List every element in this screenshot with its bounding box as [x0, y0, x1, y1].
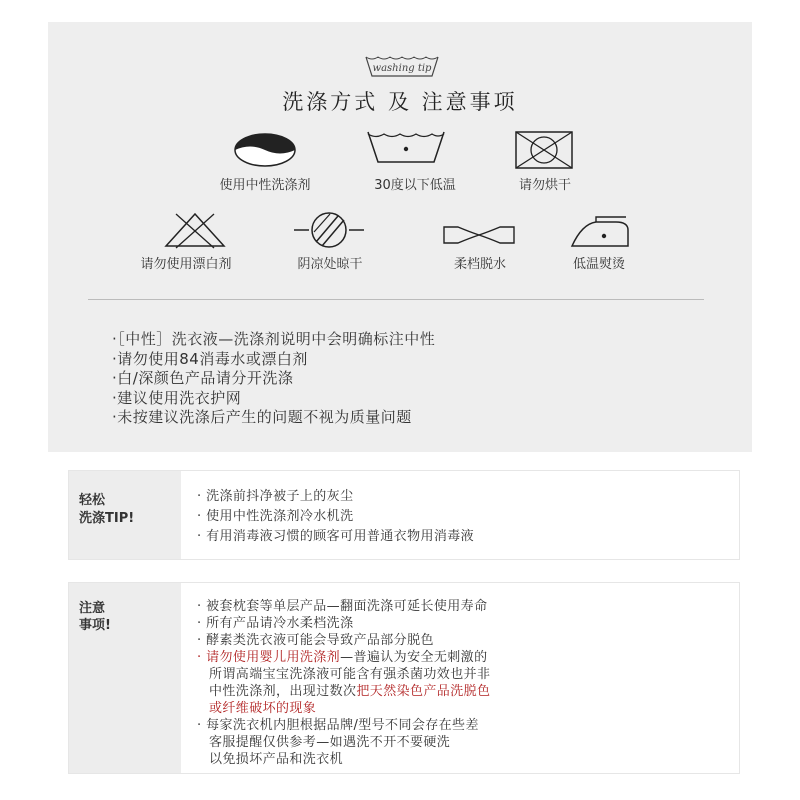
note-item: ·［中性］洗衣液—洗涤剂说明中会明确标注中性 [112, 330, 436, 348]
caution-box [68, 582, 740, 774]
tip-item: · 使用中性洗涤剂冷水机洗 [197, 509, 354, 524]
caution-item: · 酵素类洗衣液可能会导致产品部分脱色 [197, 633, 434, 648]
tip-box-label [69, 471, 181, 559]
neutral-detergent-icon [232, 130, 298, 174]
gentle-spin-label: 柔档脱水 [453, 257, 506, 272]
note-item: ·白/深颜色产品请分开洗涤 [112, 369, 294, 388]
low-iron-icon [568, 214, 632, 254]
caution-item-continued: 所谓高端宝宝洗涤液可能含有强杀菌功效也并非 [209, 667, 491, 682]
washing-tip-logo [356, 55, 448, 85]
shade-dry-icon [292, 208, 366, 256]
caution-item-continued: 客服提醒仅供参考—如遇洗不开不要硬洗 [209, 735, 451, 750]
caution-item-text: 中性洗涤剂，出现过数次 [209, 684, 357, 699]
shade-dry-label: 阴凉处晾干 [297, 257, 363, 272]
caution-item-highlight: 把天然染色产品洗脱色 [356, 684, 491, 699]
tip-items-list [197, 485, 727, 545]
neutral-detergent-label: 使用中性洗涤剂 [219, 178, 311, 193]
caution-box-label [69, 583, 181, 773]
caution-item: · 每家洗衣机内胆根据品牌/型号不同会存在些差 [197, 718, 479, 733]
no-tumble-dry-label: 请勿烘干 [518, 178, 571, 193]
caution-item: · 被套枕套等单层产品—翻面洗涤可延长使用寿命 [197, 599, 488, 614]
caution-label-line2: 事项! [79, 618, 111, 633]
caution-item: · 所有产品请冷水柔档洗涤 [197, 616, 354, 631]
divider [88, 299, 704, 300]
caution-item-text: —普遍认为安全无刺激的 [340, 650, 488, 665]
caution-items-list [197, 595, 727, 765]
wash-30-degrees-label: 30度以下低温 [374, 178, 456, 193]
no-bleach-icon [162, 210, 228, 254]
tip-label-line1: 轻松 [79, 493, 106, 508]
note-item: ·请勿使用84消毒水或漂白剂 [112, 349, 308, 368]
caution-item-highlight: · 请勿使用婴儿用洗涤剂 [197, 650, 341, 665]
tip-label-line2: 洗涤TIP! [79, 511, 135, 526]
no-bleach-label: 请勿使用漂白剂 [140, 257, 232, 272]
page-title: 洗涤方式 及 注意事项 [282, 90, 518, 114]
tip-item: · 有用消毒液习惯的顾客可用普通衣物用消毒液 [197, 529, 475, 544]
washing-tip-box [68, 470, 740, 560]
low-iron-label: 低温熨烫 [572, 257, 625, 272]
caution-item-highlight: 或纤维破坏的现象 [209, 701, 317, 716]
care-notes-list [112, 330, 732, 428]
note-item: ·未按建议洗涤后产生的问题不视为质量问题 [112, 408, 412, 427]
logo-text: washing tip [372, 63, 432, 74]
caution-item-continued [197, 680, 727, 697]
no-tumble-dry-icon [514, 130, 574, 174]
caution-item-continued: 以免损坏产品和洗衣机 [209, 752, 344, 767]
caution-item [197, 646, 727, 663]
note-item: ·建议使用洗衣护网 [112, 388, 242, 407]
wash-30-degrees-icon [366, 128, 446, 170]
caution-label-line1: 注意 [79, 601, 106, 616]
tip-item: · 洗涤前抖净被子上的灰尘 [197, 489, 354, 504]
gentle-spin-icon [442, 224, 516, 250]
